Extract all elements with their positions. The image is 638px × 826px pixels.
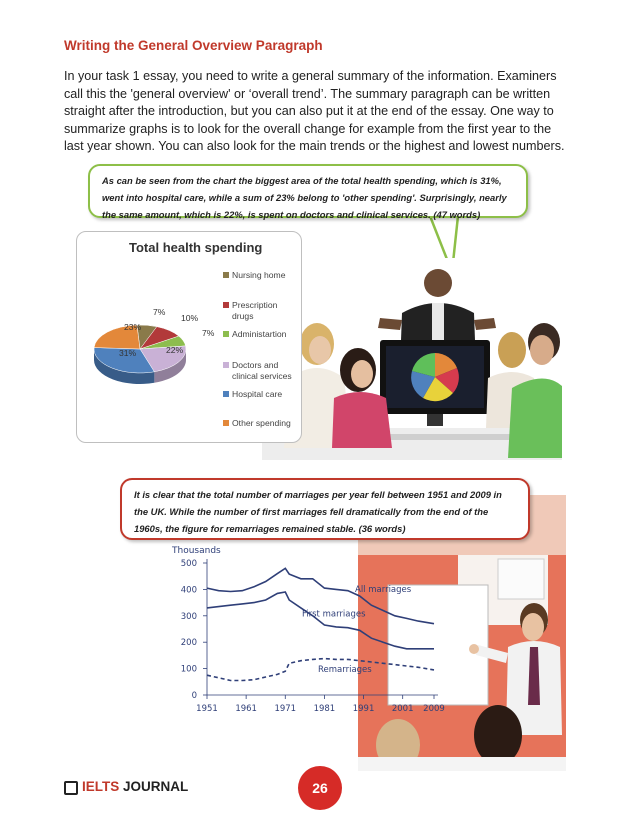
pie-slice-label: 10%: [181, 313, 199, 323]
pie-legend-label: Prescription drugs: [232, 300, 278, 321]
footer-brand-ielts: IELTS: [82, 779, 120, 794]
pie-legend-item: [232, 270, 300, 281]
pie-legend-swatch: [223, 362, 229, 368]
series-label: First marriages: [302, 609, 366, 620]
y-tick-label: 500: [180, 559, 197, 569]
pie-legend-item: [232, 389, 300, 400]
x-tick-label: 2001: [391, 704, 414, 714]
x-tick-label: 1971: [274, 704, 297, 714]
x-tick-label: 1961: [235, 704, 257, 714]
footer-brand-journal: JOURNAL: [119, 779, 189, 794]
pie-legend-label: Doctors and clinical services: [232, 360, 292, 381]
intro-paragraph: In your task 1 essay, you need to write a general summary of the information. Examiners call this the 'general overview' or ‘overall trend’. The summary paragraph can be written straight after the introduction, but you can also put it at the end of the essay. One way to summarize graphs is to look for the overall change for example from the first year to the last year shown. You can also look for the main trends or the highest and lowest numbers.: [64, 69, 565, 153]
pie-slice-label: 7%: [202, 328, 215, 338]
x-tick-label: 1981: [313, 704, 336, 714]
pie-slice-label: 7%: [153, 307, 166, 317]
pie-chart: [76, 231, 302, 443]
y-tick-label: 0: [191, 691, 197, 701]
pie-slice-label: 31%: [119, 348, 137, 358]
callout-1: As can be seen from the chart the biggest area of the total health spending, which is 31%, went into hospital care, while a sum of 23% belong to 'other spending'. Surprisingly, nearly the same amount, which is 22%, is spent on doctors and clinical services. (47 words): [88, 164, 528, 218]
pie-legend-label: Administartion: [232, 329, 287, 339]
x-tick-label: 1991: [352, 704, 375, 714]
footer-brand: [82, 779, 188, 794]
y-tick-label: 400: [180, 585, 197, 596]
pie-legend-item: [232, 300, 300, 322]
y-tick-label: 300: [180, 611, 197, 622]
x-tick-label: 1951: [196, 704, 218, 714]
series-label: Remarriages: [318, 664, 372, 675]
callout-2: It is clear that the total number of marriages per year fell between 1951 and 2009 in the UK. While the number of first marriages fell dramatically from the end of the 1960s, the figure for remarriages remained stable. (36 words): [120, 478, 530, 540]
y-tick-label: 200: [180, 638, 197, 649]
x-tick-label: 2009: [423, 704, 445, 714]
pie-chart-title: Total health spending: [129, 240, 263, 255]
series-label: All marriages: [355, 585, 412, 596]
pie-legend-swatch: [223, 391, 229, 397]
meeting-photo: [262, 258, 562, 460]
pie-legend-label: Nursing home: [232, 270, 286, 280]
y-axis-label: Thousands: [172, 546, 221, 556]
pie-legend-swatch: [223, 302, 229, 308]
pie-legend-item: [232, 418, 300, 429]
series-line: [207, 592, 434, 649]
pie-slice-label: 23%: [124, 322, 142, 332]
pie-legend-item: [232, 329, 300, 340]
page-number-badge: 26: [298, 766, 342, 810]
journal-logo-icon: [64, 781, 78, 795]
pie-legend-label: Other spending: [232, 418, 291, 428]
pie-legend-swatch: [223, 272, 229, 278]
pie-slice-label: 22%: [166, 345, 184, 355]
pie-legend-swatch: [223, 420, 229, 426]
y-tick-label: 100: [180, 664, 197, 675]
pie-legend-label: Hospital care: [232, 389, 283, 399]
pie-legend-swatch: [223, 331, 229, 337]
pie-legend-item: [232, 360, 300, 382]
marriages-line-chart: [160, 540, 450, 720]
page-heading: Writing the General Overview Paragraph: [64, 38, 323, 53]
